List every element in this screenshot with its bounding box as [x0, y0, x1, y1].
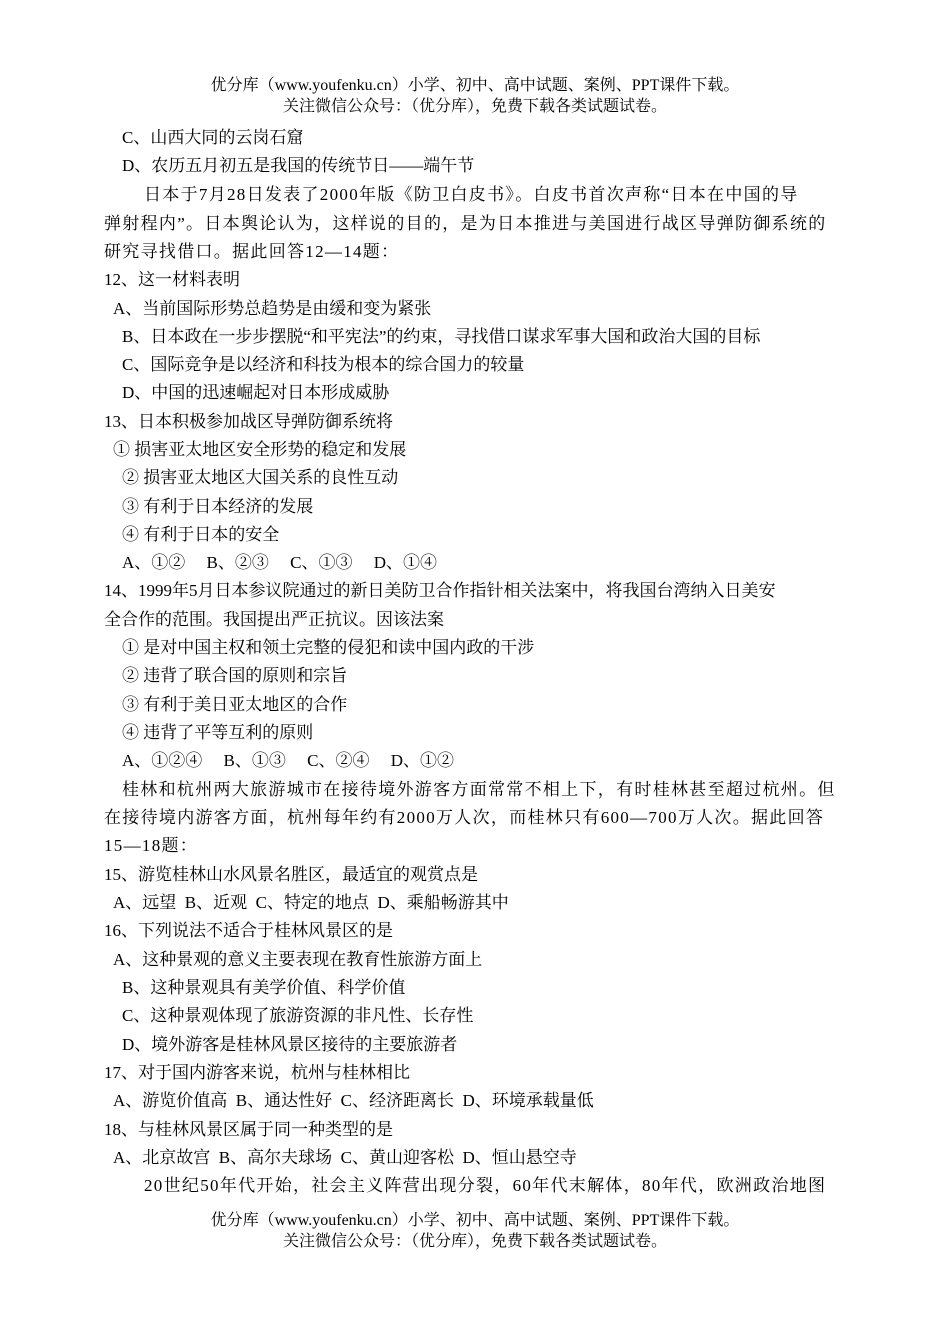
- question-12: 12、这一材料表明: [104, 270, 240, 289]
- statement-line: ③ 有利于美日亚太地区的合作: [122, 695, 348, 714]
- option-line: D、中国的迅速崛起对日本形成威胁: [122, 383, 390, 402]
- option-line: B、日本政在一步步摆脱“和平宪法”的约束，寻找借口谋求军事大国和政治大国的目标: [122, 327, 761, 346]
- option-line: A、这种景观的意义主要表现在教育性旅游方面上: [113, 950, 483, 969]
- passage-line: 弹射程内”。日本舆论认为，这样说的目的，是为日本推进与美国进行战区导弹防御系统的: [104, 214, 827, 233]
- question-14-cont: 全合作的范围。我国提出严正抗议。因该法案: [104, 610, 444, 629]
- footer-line-1: 优分库（www.youfenku.cn）小学、初中、高中试题、案例、PPT课件下载。: [210, 1212, 740, 1229]
- header-line-2: 关注微信公众号：（优分库），免费下载各类试题试卷。: [282, 98, 667, 115]
- statement-line: ③ 有利于日本经济的发展: [122, 497, 314, 516]
- option-line: A、当前国际形势总趋势是由缓和变为紧张: [113, 299, 432, 318]
- option-line: B、这种景观具有美学价值、科学价值: [122, 978, 406, 997]
- option-line: A、①② B、②③ C、①③ D、①④: [122, 553, 437, 572]
- question-14: 14、1999年5月日本参议院通过的新日美防卫合作指针相关法案中，将我国台湾纳入日美安: [104, 581, 776, 600]
- option-line: A、北京故宫 B、高尔夫球场 C、黄山迎客松 D、恒山悬空寺: [113, 1148, 577, 1167]
- question-18: 18、与桂林风景区属于同一种类型的是: [104, 1120, 393, 1139]
- question-15: 15、游览桂林山水风景名胜区，最适宜的观赏点是: [104, 865, 478, 884]
- statement-line: ④ 有利于日本的安全: [122, 525, 280, 544]
- statement-line: ② 损害亚太地区大国关系的良性互动: [122, 468, 399, 487]
- passage-line: 研究寻找借口。据此回答12—14题：: [104, 242, 400, 261]
- footer-line-2: 关注微信公众号：（优分库），免费下载各类试题试卷。: [282, 1233, 667, 1250]
- question-13: 13、日本积极参加战区导弹防御系统将: [104, 412, 393, 431]
- option-line: A、远望 B、近观 C、特定的地点 D、乘船畅游其中: [113, 893, 509, 912]
- statement-line: ② 违背了联合国的原则和宗旨: [122, 666, 348, 685]
- option-line: C、山西大同的云岗石窟: [122, 128, 304, 147]
- option-line: A、游览价值高 B、通达性好 C、经济距离长 D、环境承载量低: [113, 1091, 594, 1110]
- statement-line: ① 是对中国主权和领土完整的侵犯和读中国内政的干涉: [122, 638, 535, 657]
- statement-line: ① 损害亚太地区安全形势的稳定和发展: [113, 440, 407, 459]
- question-17: 17、对于国内游客来说，杭州与桂林相比: [104, 1063, 410, 1082]
- question-16: 16、下列说法不适合于桂林风景区的是: [104, 921, 393, 940]
- header-line-1: 优分库（www.youfenku.cn）小学、初中、高中试题、案例、PPT课件下载。: [210, 77, 740, 94]
- option-line: D、境外游客是桂林风景区接待的主要旅游者: [122, 1035, 458, 1054]
- passage-line: 在接待境内游客方面，杭州每年约有2000万人次，而桂林只有600—700万人次。据此回答: [104, 808, 825, 827]
- option-line: D、农历五月初五是我国的传统节日——端午节: [122, 156, 475, 175]
- passage-line: 20世纪50年代开始，社会主义阵营出现分裂，60年代末解体，80年代，欧洲政治地图: [144, 1176, 827, 1195]
- statement-line: ④ 违背了平等互利的原则: [122, 723, 314, 742]
- passage-line: 日本于7月28日发表了2000年版《防卫白皮书》。白皮书首次声称“日本在中国的导: [144, 185, 799, 204]
- passage-line: 桂林和杭州两大旅游城市在接待境外游客方面常常不相上下，有时桂林甚至超过杭州。但: [122, 780, 836, 799]
- option-line: C、这种景观体现了旅游资源的非凡性、长存性: [122, 1006, 474, 1025]
- option-line: A、①②④ B、①③ C、②④ D、①②: [122, 751, 454, 770]
- option-line: C、国际竞争是以经济和科技为根本的综合国力的较量: [122, 355, 525, 374]
- passage-line: 15—18题：: [104, 836, 199, 855]
